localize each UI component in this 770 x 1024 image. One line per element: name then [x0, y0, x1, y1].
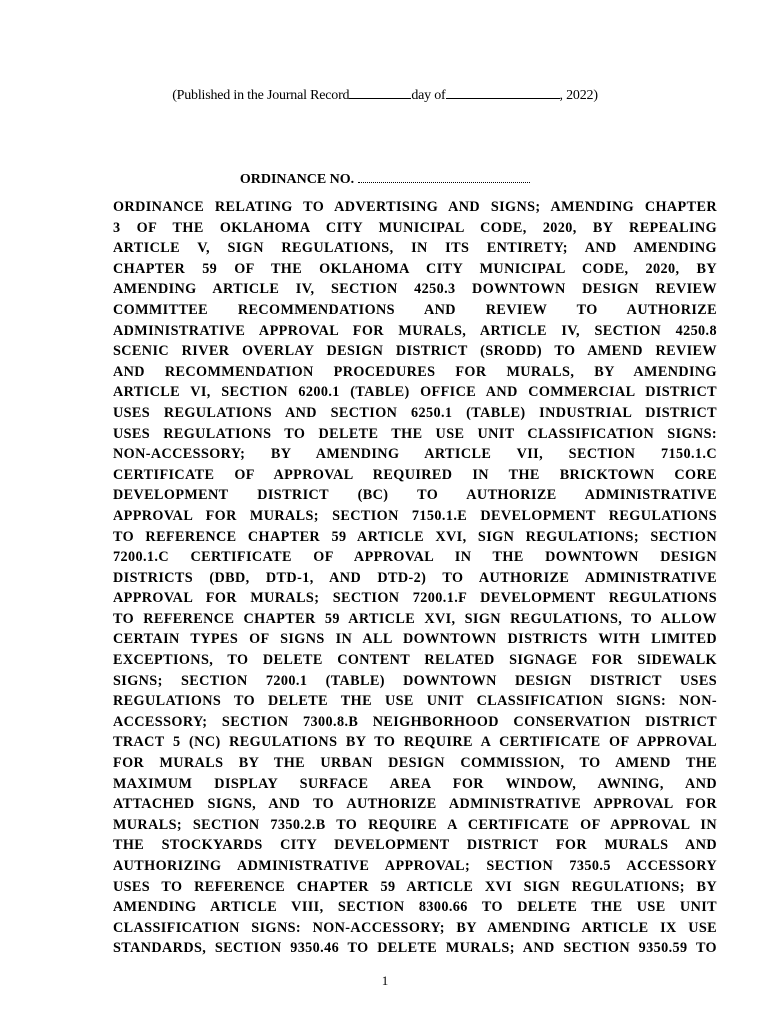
title-line: CERTAIN TYPES OF SIGNS IN ALL DOWNTOWN DISTRICTS WITH LIMITED [113, 631, 717, 648]
title-line: SCENIC RIVER OVERLAY DESIGN DISTRICT (SRODD) TO AMEND REVIEW [113, 343, 717, 360]
day-blank [349, 86, 411, 99]
title-line: USES REGULATIONS TO DELETE THE USE UNIT CLASSIFICATION SIGNS: [113, 425, 717, 442]
title-line: USES REGULATIONS AND SECTION 6250.1 (TABLE) INDUSTRIAL DISTRICT [113, 404, 717, 421]
ordinance-number-blank [358, 170, 530, 183]
title-line: USES TO REFERENCE CHAPTER 59 ARTICLE XVI SIGN REGULATIONS; BY [113, 878, 717, 895]
title-line: APPROVAL FOR MURALS; SECTION 7200.1.F DEVELOPMENT REGULATIONS [113, 590, 717, 607]
publication-middle: day of [411, 88, 446, 103]
ordinance-number-label: ORDINANCE NO. [239, 172, 355, 187]
title-line: DEVELOPMENT DISTRICT (BC) TO AUTHORIZE ADMINISTRATIVE [113, 487, 717, 504]
title-line: DISTRICTS (DBD, DTD-1, AND DTD-2) TO AUTHORIZE ADMINISTRATIVE [113, 569, 717, 586]
title-line: EXCEPTIONS, TO DELETE CONTENT RELATED SIGNAGE FOR SIDEWALK [113, 652, 717, 669]
title-line: AMENDING ARTICLE VIII, SECTION 8300.66 TO DELETE THE USE UNIT [113, 899, 717, 916]
title-line: AND RECOMMENDATION PROCEDURES FOR MURALS, BY AMENDING [113, 363, 717, 380]
title-line: CLASSIFICATION SIGNS: NON-ACCESSORY; BY AMENDING ARTICLE IX USE [113, 919, 717, 936]
title-line: 3 OF THE OKLAHOMA CITY MUNICIPAL CODE, 2020, BY REPEALING [113, 219, 717, 236]
title-line: ARTICLE VI, SECTION 6200.1 (TABLE) OFFICE AND COMMERCIAL DISTRICT [113, 384, 717, 401]
title-line: APPROVAL FOR MURALS; SECTION 7150.1.E DEVELOPMENT REGULATIONS [113, 507, 717, 524]
publication-prefix: (Published in the Journal Record [172, 88, 350, 103]
title-line: ACCESSORY; SECTION 7300.8.B NEIGHBORHOOD CONSERVATION DISTRICT [113, 713, 717, 730]
title-line: ATTACHED SIGNS, AND TO AUTHORIZE ADMINISTRATIVE APPROVAL FOR [113, 796, 717, 813]
publication-suffix: , 2022) [559, 88, 598, 103]
title-line: AUTHORIZING ADMINISTRATIVE APPROVAL; SECTION 7350.5 ACCESSORY [113, 858, 717, 874]
title-line: CHAPTER 59 OF THE OKLAHOMA CITY MUNICIPAL CODE, 2020, BY [113, 260, 717, 277]
title-line: CERTIFICATE OF APPROVAL REQUIRED IN THE BRICKTOWN CORE [113, 466, 717, 483]
title-line: MURALS; SECTION 7350.2.B TO REQUIRE A CERTIFICATE OF APPROVAL IN [113, 816, 717, 833]
title-line: THE STOCKYARDS CITY DEVELOPMENT DISTRICT FOR MURALS AND [113, 837, 717, 854]
title-line: AMENDING ARTICLE IV, SECTION 4250.3 DOWNTOWN DESIGN REVIEW [113, 281, 717, 298]
title-line: MAXIMUM DISPLAY SURFACE AREA FOR WINDOW, AWNING, AND [113, 775, 717, 792]
title-line: ARTICLE V, SIGN REGULATIONS, IN ITS ENTIRETY; AND AMENDING [113, 240, 717, 257]
title-line: NON-ACCESSORY; BY AMENDING ARTICLE VII, SECTION 7150.1.C [113, 446, 717, 463]
publication-notice [0, 86, 770, 104]
title-line: REGULATIONS TO DELETE THE USE UNIT CLASSIFICATION SIGNS: NON- [113, 693, 717, 710]
title-line: ORDINANCE RELATING TO ADVERTISING AND SIGNS; AMENDING CHAPTER [113, 199, 717, 215]
title-line: FOR MURALS BY THE URBAN DESIGN COMMISSION, TO AMEND THE [113, 755, 717, 772]
page-number: 1 [381, 973, 389, 988]
ordinance-number [0, 170, 770, 188]
ordinance-title [113, 197, 717, 959]
title-line: SIGNS; SECTION 7200.1 (TABLE) DOWNTOWN DESIGN DISTRICT USES [113, 672, 717, 689]
title-line: TO REFERENCE CHAPTER 59 ARTICLE XVI, SIGN REGULATIONS; SECTION [113, 528, 717, 545]
title-line: TO REFERENCE CHAPTER 59 ARTICLE XVI, SIGN REGULATIONS, TO ALLOW [113, 610, 717, 627]
title-line: 7200.1.C CERTIFICATE OF APPROVAL IN THE DOWNTOWN DESIGN [113, 549, 717, 566]
title-line: STANDARDS, SECTION 9350.46 TO DELETE MURALS; AND SECTION 9350.59 TO [113, 940, 717, 957]
title-line: TRACT 5 (NC) REGULATIONS BY TO REQUIRE A CERTIFICATE OF APPROVAL [113, 734, 717, 751]
title-line: COMMITTEE RECOMMENDATIONS AND REVIEW TO AUTHORIZE [113, 301, 717, 318]
title-line: ADMINISTRATIVE APPROVAL FOR MURALS, ARTICLE IV, SECTION 4250.8 [113, 322, 717, 339]
month-blank [446, 86, 560, 99]
